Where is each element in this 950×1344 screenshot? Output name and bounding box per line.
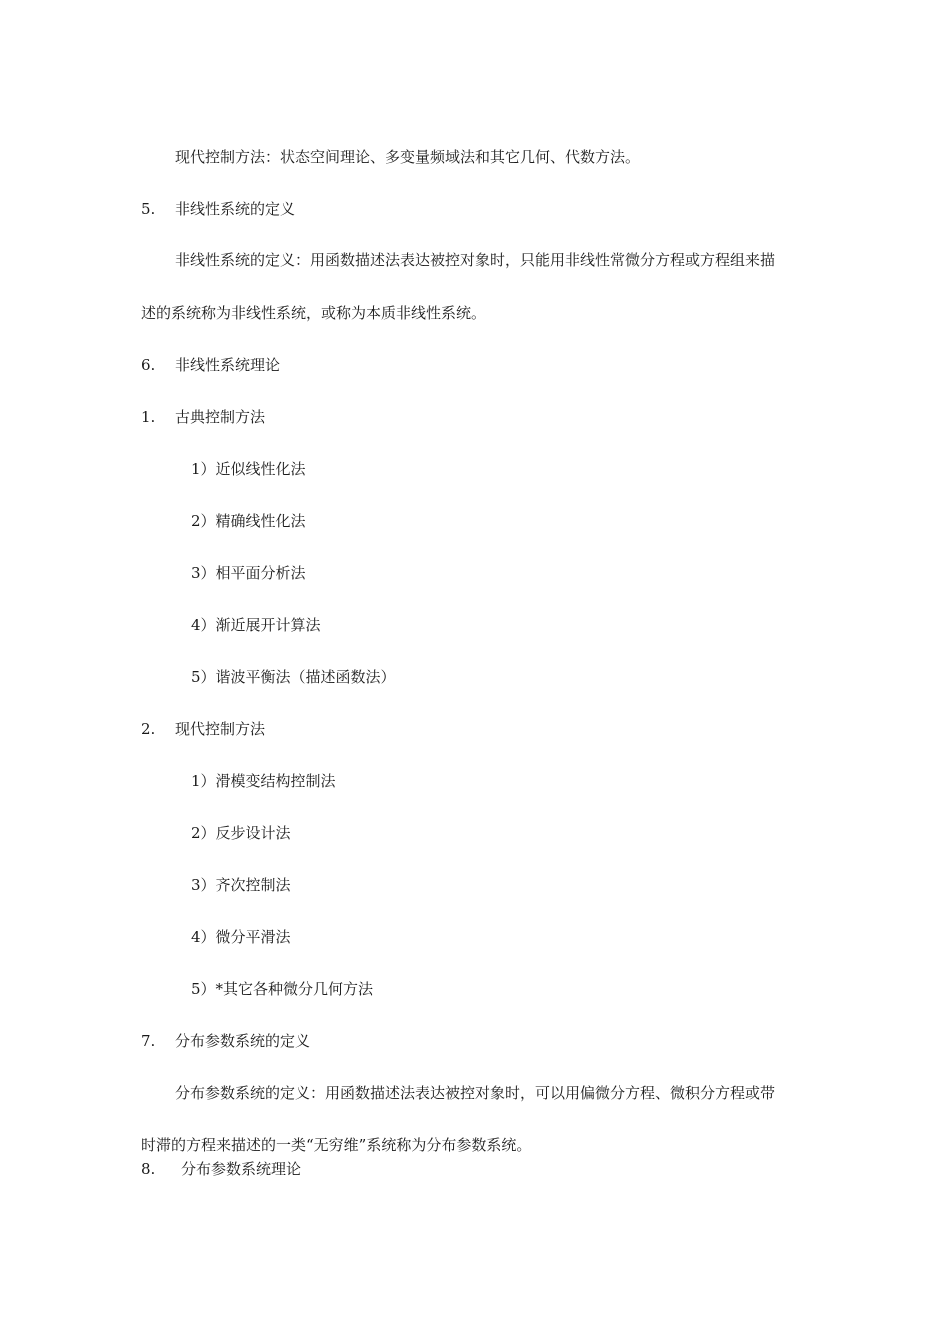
paragraph-line <box>175 147 640 167</box>
list-item-text: 1）近似线性化法 <box>191 460 306 478</box>
list-item <box>191 615 321 635</box>
subsection-heading <box>141 407 265 427</box>
list-item-text: 5）谐波平衡法（描述函数法） <box>191 668 396 686</box>
line-text: 非线性系统的定义：用函数描述法表达被控对象时，只能用非线性常微分方程或方程组来描 <box>175 251 776 269</box>
paragraph-line <box>141 303 486 323</box>
line-text: 分布参数系统的定义：用函数描述法表达被控对象时，可以用偏微分方程、微积分方程或带 <box>175 1084 776 1102</box>
section-heading <box>141 1159 301 1179</box>
list-item-text: 2）精确线性化法 <box>191 512 306 530</box>
section-number: 7. <box>141 1032 156 1050</box>
list-item-text: 5）*其它各种微分几何方法 <box>191 980 374 998</box>
list-item <box>191 823 291 843</box>
list-item-text: 4）渐近展开计算法 <box>191 616 321 634</box>
list-item <box>191 927 291 947</box>
section-heading <box>141 1031 310 1051</box>
list-item-text: 3）齐次控制法 <box>191 876 291 894</box>
list-item <box>191 875 291 895</box>
paragraph-line <box>141 1135 531 1155</box>
section-title: 非线性系统的定义 <box>175 200 296 218</box>
section-title: 分布参数系统的定义 <box>175 1032 311 1050</box>
section-title: 非线性系统理论 <box>175 356 281 374</box>
list-item <box>191 771 336 791</box>
list-item <box>191 563 306 583</box>
line-text: 现代控制方法：状态空间理论、多变量频域法和其它几何、代数方法。 <box>175 148 641 166</box>
line-text: 述的系统称为非线性系统，或称为本质非线性系统。 <box>141 304 487 322</box>
line-text: 时滞的方程来描述的一类“无穷维”系统称为分布参数系统。 <box>141 1136 532 1154</box>
list-item-text: 3）相平面分析法 <box>191 564 306 582</box>
subsection-number: 2. <box>141 720 156 738</box>
list-item-text: 1）滑模变结构控制法 <box>191 772 336 790</box>
subsection-title: 现代控制方法 <box>175 720 266 738</box>
list-item <box>191 459 306 479</box>
subsection-title: 古典控制方法 <box>175 408 266 426</box>
list-item <box>191 979 373 999</box>
subsection-heading <box>141 719 265 739</box>
paragraph-line <box>175 1083 775 1103</box>
list-item <box>191 511 306 531</box>
subsection-number: 1. <box>141 408 156 426</box>
section-title: 分布参数系统理论 <box>181 1160 302 1178</box>
section-number: 8. <box>141 1160 156 1178</box>
list-item-text: 2）反步设计法 <box>191 824 291 842</box>
section-number: 6. <box>141 356 156 374</box>
section-heading <box>141 199 295 219</box>
list-item <box>191 667 396 687</box>
section-heading <box>141 355 280 375</box>
paragraph-line <box>175 250 775 270</box>
section-number: 5. <box>141 200 156 218</box>
list-item-text: 4）微分平滑法 <box>191 928 291 946</box>
